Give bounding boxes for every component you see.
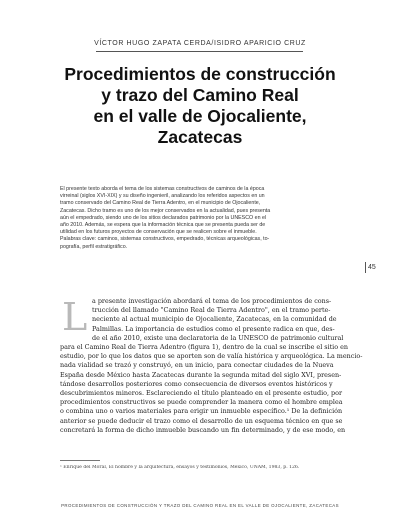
body-line: de el año 2010, existe una declaratoria de la UNESCO de patrimonio cultural [92, 333, 344, 342]
title-line: Zacatecas [157, 127, 243, 147]
abstract-line: tramo conservado del Camino Real de Tierra Adentro, en el municipio de Ojocaliente, [60, 200, 261, 207]
body-line: estudio, por lo que los datos que se aporten son de valía histórica y arqueológica. La mencio- [60, 352, 363, 361]
page-number-rule [365, 262, 366, 273]
footnote: ¹ Enrique del Moral, El hombre y la arquitectura, ensayos y testimonios, México, UNAM, 1983, p. 126. [60, 465, 300, 470]
body-line: nada vialidad se trazó y construyó, en un inicio, para conectar ciudades de la Nueva [60, 361, 334, 370]
abstract-line: Zacatecas. Dicho tramo es uno de los mejor conservados en la actualidad, pues presenta [60, 207, 271, 214]
body-line: a presente investigación abordará el tema de los procedimientos de cons- [92, 297, 332, 305]
title-line: Procedimientos de construcción [64, 64, 336, 84]
abstract-line: utilidad en los futuros proyectos de conservación que se realicen sobre el inmueble. [60, 229, 257, 236]
title-line: y trazo del Camino Real [101, 85, 299, 105]
body-line: anterior se puede deducir el trazo como el desarrollo de un esquema técnico en que se [60, 416, 343, 425]
body-line: trucción del llamado "Camino Real de Tierra Adentro", en el tramo perte- [92, 306, 331, 315]
body-line: Palmillas. La importancia de estudios como el presente radica en que, des- [92, 324, 335, 333]
title-line: en el valle de Ojocaliente, [93, 106, 307, 126]
body-line: para el Camino Real de Tierra Adentro (figura 1), dentro de la cual se inscribe el sitio en [60, 343, 349, 352]
abstract-line: El presente texto aborda el tema de los sistemas constructivos de caminos de la época [60, 186, 265, 192]
body-line: neciente al actual municipio de Ojocaliente, Zacatecas, en la comunidad de [92, 315, 337, 324]
abstract-line: aún el empedrado, siendo uno de los sitios declarados patrimonio por la UNESCO en el [60, 214, 267, 221]
page-number: 45 [368, 264, 376, 271]
body-line: procedimientos constructivos se puede comprender la manera como el hombre emplea [60, 398, 343, 407]
article-title [50, 64, 350, 148]
abstract-line: año 2010. Además, se espera que la información técnica que se presenta pueda ser de [60, 222, 266, 229]
body-text [60, 297, 378, 435]
body-line: o combina uno o varios materiales para erigir un inmueble específico.¹ De la definición [60, 407, 343, 416]
body-line: España desde México hasta Zacatecas durante la segunda mitad del siglo XVI, presen- [60, 370, 342, 379]
body-line: tándose desarrollos posteriores como consecuencia de diversos eventos históricos y [60, 379, 333, 388]
abstract-line: virreinal (siglos XVI-XIX) y su diseño ingenieril, analizando los referidos aspectos en un [60, 193, 265, 200]
footnote-rule [60, 460, 100, 461]
author-line: VÍCTOR HUGO ZAPATA CERDA/ISIDRO APARICIO CRUZ [94, 40, 306, 47]
abstract [60, 186, 378, 251]
body-line: descubrimientos mineros. Esclareciendo el título planteado en el presente estudio, por [60, 389, 343, 398]
drop-cap: L [62, 295, 88, 339]
abstract-line: pografía, perfil estratigráfico. [60, 243, 128, 250]
header-rule [96, 51, 303, 52]
body-line: concretará la forma de dicho inmueble buscando un fin determinado, y de ese modo, en [60, 425, 346, 434]
abstract-line: Palabras clave: caminos, sistemas constructivos, empedrado, técnicas arqueológicas, to- [60, 236, 270, 243]
running-footer: PROCEDIMIENTOS DE CONSTRUCCIÓN Y TRAZO DEL CAMINO REAL EN EL VALLE DE OJOCALIENTE, ZACATECAS [61, 503, 339, 508]
